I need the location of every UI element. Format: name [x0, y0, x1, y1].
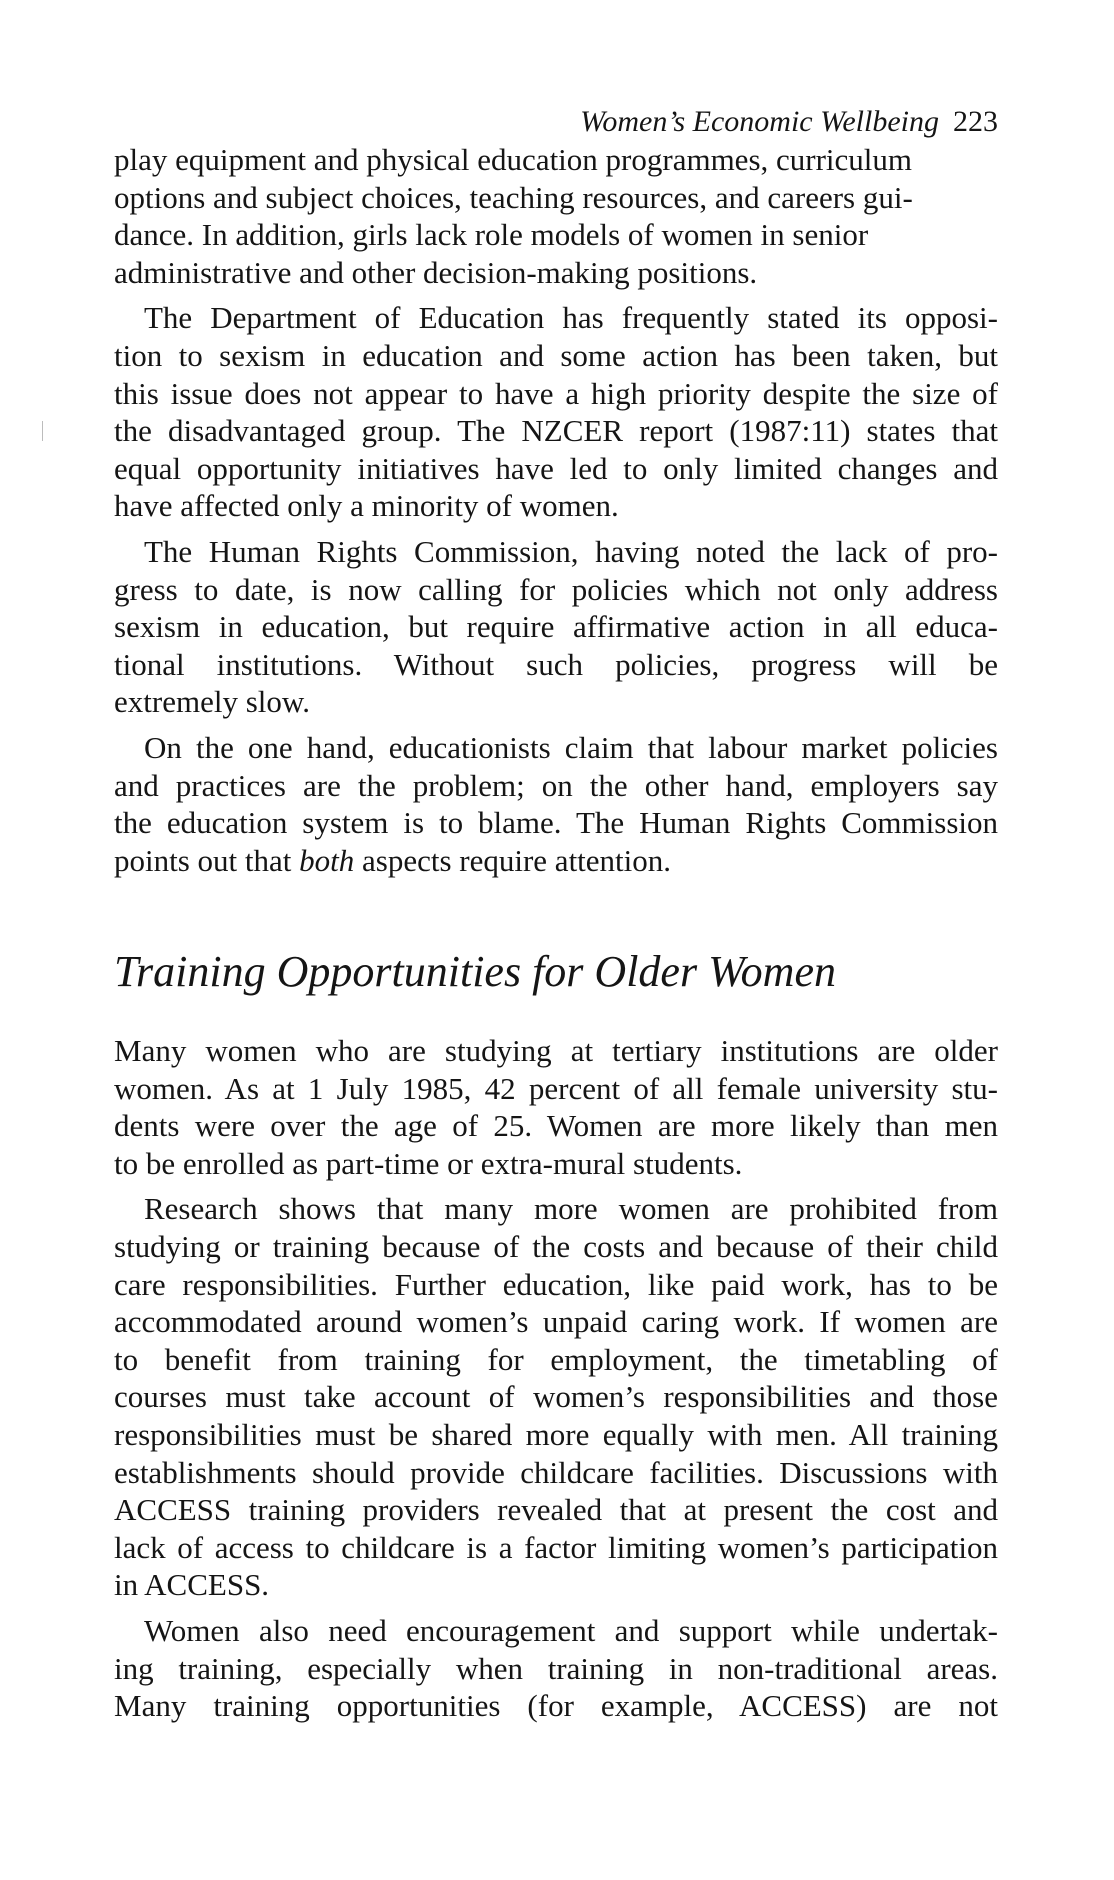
paragraph	[114, 1612, 998, 1725]
section-heading: Training Opportunities for Older Women	[114, 947, 836, 996]
text-line: options and subject choices, teaching resources, and careers gui-	[114, 179, 913, 215]
text-line: accommodated around women’s unpaid caring work. If women are	[114, 1304, 998, 1340]
text-line: this issue does not appear to have a high priority despite the size of	[114, 375, 998, 411]
text-line: sexism in education, but require affirmative action in all educa-	[114, 609, 998, 645]
text-line: ing training, especially when training in non-traditional areas.	[114, 1650, 998, 1686]
text-line: Women also need encouragement and support while undertak-	[144, 1612, 998, 1648]
text-line: Research shows that many more women are prohibited from	[144, 1191, 998, 1227]
text-line: and practices are the problem; on the other hand, employers say	[114, 767, 998, 803]
paragraph	[114, 729, 998, 879]
text-line: The Human Rights Commission, having noted the lack of pro-	[144, 533, 998, 569]
paragraph	[114, 299, 998, 525]
body-text-section-one	[114, 141, 998, 879]
paragraph	[114, 533, 998, 721]
text-line: the disadvantaged group. The NZCER report (1987:11) states that	[114, 413, 998, 449]
text-line: lack of access to childcare is a factor limiting women’s participation	[114, 1529, 998, 1565]
text-line: have affected only a minority of women.	[114, 488, 619, 524]
text-line: Many training opportunities (for example, ACCESS) are not	[114, 1688, 998, 1724]
text-line: responsibilities must be shared more equally with men. All training	[114, 1416, 998, 1452]
text-line: Many women who are studying at tertiary institutions are older	[114, 1033, 998, 1068]
text-line: dance. In addition, girls lack role models of women in senior	[114, 217, 869, 253]
text-line: gress to date, is now calling for policies which not only address	[114, 571, 998, 607]
text-line: establishments should provide childcare facilities. Discussions with	[114, 1454, 998, 1490]
text-line: On the one hand, educationists claim that labour market policies	[144, 729, 998, 765]
text-line: to benefit from training for employment, the timetabling of	[114, 1341, 998, 1377]
text-line: care responsibilities. Further education, like paid work, has to be	[114, 1266, 998, 1302]
text-line: in ACCESS.	[114, 1567, 270, 1603]
paragraph	[114, 1032, 998, 1182]
text-line	[114, 842, 998, 880]
text-line: tion to sexism in education and some action has been taken, but	[114, 337, 998, 373]
text-line: studying or training because of the costs and because of their child	[114, 1228, 998, 1264]
text-line: women. As at 1 July 1985, 42 percent of all female university stu-	[114, 1070, 998, 1106]
text-line: administrative and other decision-making positions.	[114, 254, 758, 290]
page-number: 223	[953, 105, 998, 138]
text-line: to be enrolled as part-time or extra-mural students.	[114, 1145, 743, 1181]
text-line: The Department of Education has frequently stated its opposi-	[144, 300, 998, 336]
margin-mark	[42, 421, 43, 441]
text-line: extremely slow.	[114, 684, 310, 720]
text-line: dents were over the age of 25. Women are more likely than men	[114, 1108, 998, 1144]
body-text-section-two	[114, 1032, 998, 1725]
text-line: equal opportunity initiatives have led to only limited changes and	[114, 450, 998, 486]
text-run: aspects require attention.	[354, 842, 672, 878]
text-line: the education system is to blame. The Human Rights Commission	[114, 805, 998, 841]
running-head-title: Women’s Economic Wellbeing	[580, 105, 939, 138]
text-run: points out that	[114, 842, 300, 878]
paragraph	[114, 141, 998, 291]
text-line: tional institutions. Without such policies, progress will be	[114, 646, 998, 682]
running-head	[580, 104, 998, 140]
text-line: courses must take account of women’s responsibilities and those	[114, 1379, 998, 1415]
paragraph	[114, 1190, 998, 1604]
text-line: ACCESS training providers revealed that at present the cost and	[114, 1492, 998, 1528]
emphasis-text: both	[299, 842, 355, 878]
text-line: play equipment and physical education programmes, curriculum	[114, 142, 913, 177]
